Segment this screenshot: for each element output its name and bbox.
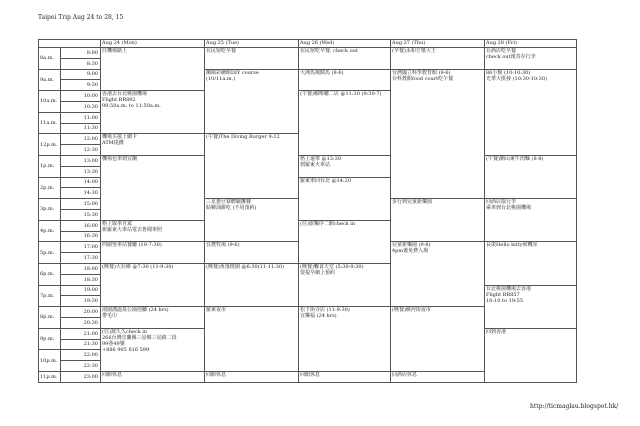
event-cell: [101, 155, 205, 220]
hour-label: 4p.m.: [39, 220, 61, 242]
slot-time: 17:00: [61, 242, 101, 253]
event-line: 往機場路上: [102, 48, 128, 54]
hour-label: 12p.m.: [39, 134, 61, 156]
event-cell: [299, 155, 391, 177]
footer-url: http://ticmaglau.blogspot.hk/: [530, 403, 619, 410]
slot-time: 14:30: [61, 188, 101, 199]
hour-label: 8p.m.: [39, 307, 61, 329]
event-line: 三星蔥仔寮體驗攤賽: [206, 199, 252, 206]
event-line: (午餐)The Diving Burger 9:12: [206, 134, 280, 141]
event-line: 宜農牧場 (9-6): [206, 242, 240, 249]
event-line: 台北桃園機場去香港: [486, 285, 532, 292]
slot-time: 22:30: [61, 361, 101, 372]
slot-time: 23:00: [61, 371, 101, 382]
day-header: Aug 28 (Fri): [485, 40, 577, 48]
event-cell: [299, 220, 391, 263]
event-cell: [101, 263, 205, 306]
page-title: Taipei Trip Aug 24 to 28, 15: [38, 14, 124, 21]
event-line: 在民宿吃早餐: [206, 48, 237, 54]
event-line: +886 905 816 599: [102, 346, 150, 353]
event-line: 羅東夜市: [206, 307, 227, 314]
event-cell: [391, 199, 485, 242]
corner-cell: [39, 40, 101, 48]
event-line: 要提早網上預約: [300, 269, 336, 276]
slot-time: 14:00: [61, 177, 101, 188]
slot-time: 13:30: [61, 166, 101, 177]
event-line: 蘭陽彩繪館DIY course: [206, 69, 259, 76]
slot-time: 9:00: [61, 69, 101, 80]
event-cell: [391, 371, 485, 382]
slot-time: 21:30: [61, 339, 101, 350]
event-cell: [391, 69, 485, 199]
hour-label: 9a.m.: [39, 69, 61, 91]
event-cell: [299, 69, 391, 91]
event-line: check out後寄存行李: [486, 54, 536, 60]
hour-label: 10a.m.: [39, 91, 61, 113]
event-cell: [485, 328, 577, 382]
event-line: 新羅東大車站電去魯聞車照: [102, 226, 163, 233]
event-line: 格上還車 @13:30: [300, 155, 341, 162]
event-line: 09:50a.m. to 11:50a.m.: [102, 103, 161, 110]
event-cell: [101, 134, 205, 156]
event-cell: [101, 371, 205, 382]
event-line: 回到香港: [486, 328, 507, 335]
event-cell: [205, 307, 299, 372]
event-cell: [205, 69, 299, 134]
slot-time: 13:00: [61, 155, 101, 166]
event-cell: [485, 285, 577, 328]
day-header: Aug 25 (Tue): [205, 40, 299, 48]
event-cell: [205, 371, 299, 382]
event-line: 大洲馬場騎馬 (8-6): [300, 69, 344, 76]
slot-time: 15:00: [61, 199, 101, 210]
schedule-table: [38, 39, 577, 383]
slot-time: 9:30: [61, 80, 101, 91]
event-line: 兒童新樂園 (9-8): [392, 242, 431, 249]
event-cell: [205, 263, 299, 306]
time-row: [39, 155, 577, 166]
hour-label: 1p.m.: [39, 155, 61, 177]
hour-label: 8a.m.: [39, 48, 61, 70]
event-line: 四圍堡車站餐廳 (10-7:30): [102, 242, 162, 249]
hour-label: 10p.m.: [39, 350, 61, 372]
event-cell: [299, 91, 391, 156]
event-line: 香港去台北桃園機場: [102, 91, 148, 98]
slot-time: 8:00: [61, 48, 101, 59]
event-line: 宜樂福 (24 hrs): [300, 313, 337, 320]
event-line: 18:10 to 19:55: [486, 297, 524, 304]
event-line: (午餐)劉山東牛肉麵 (8-8): [486, 155, 544, 162]
event-cell: [205, 199, 299, 242]
slot-time: 20:00: [61, 307, 101, 318]
day-header: Aug 24 (Mon): [101, 40, 205, 48]
event-cell: [205, 242, 299, 264]
day-header: Aug 27 (Thu): [391, 40, 485, 48]
event-line: (晚餐)饗食天堂 (5:30-9:30): [300, 263, 364, 270]
event-line: (早餐)永和豆漿大王: [392, 48, 436, 54]
event-line: 台科教館food court吃午餐: [392, 75, 454, 82]
event-line: 貼鄉油餅吃 (不用預約): [206, 205, 257, 212]
event-line: 松下街寺店 (11-9:30): [300, 307, 350, 314]
day-header: Aug 26 (Wed): [299, 40, 391, 48]
event-line: 回館休息: [102, 371, 123, 378]
event-cell: [485, 155, 577, 198]
event-cell: [485, 48, 577, 70]
event-line: (晚餐)大社維 @7:30 (11-9:30): [102, 263, 174, 270]
event-line: (住)旅樂序二館check in: [300, 220, 356, 227]
event-cell: [391, 307, 485, 372]
event-line: 99巷49號: [102, 340, 125, 347]
slot-time: 16:30: [61, 231, 101, 242]
hour-label: 3p.m.: [39, 199, 61, 221]
slot-time: 22:00: [61, 350, 101, 361]
event-cell: [101, 242, 205, 264]
event-line: 機場买接上網卡: [102, 134, 138, 141]
slot-time: 8:30: [61, 58, 101, 69]
event-line: 乘車到台北桃園機場: [486, 205, 532, 212]
event-cell: [205, 134, 299, 199]
slot-time: 17:30: [61, 253, 101, 264]
event-line: (午餐)咖啡廳二店 @11:30 (9:30-7): [300, 91, 382, 98]
event-line: 回館休息: [300, 371, 321, 378]
slot-time: 10:00: [61, 91, 101, 102]
event-line: 步行到兒童新樂園: [392, 199, 433, 206]
event-cell: [101, 307, 205, 329]
event-cell: [299, 48, 391, 70]
event-line: 湯圍溝溫泉公園泡腳 (24 hrs): [102, 307, 169, 314]
event-cell: [485, 199, 577, 242]
event-line: (晚餐)饒河街夜市: [392, 307, 431, 314]
event-line: Flight BR857: [486, 291, 520, 298]
event-cell: [101, 220, 205, 242]
hour-label: 5p.m.: [39, 242, 61, 264]
event-line: 回酒店休息: [392, 371, 418, 378]
event-cell: [299, 177, 391, 220]
event-line: 帶毛巾: [102, 313, 118, 320]
slot-time: 18:30: [61, 274, 101, 285]
event-line: (晚餐)角落燈圍 @6:30(11-11:30): [206, 263, 285, 270]
time-row: [39, 48, 577, 59]
hour-label: 9p.m.: [39, 328, 61, 350]
event-line: 到羅東火車站: [300, 161, 331, 168]
event-line: (10/11a.m.): [206, 75, 236, 82]
hour-label: 6p.m.: [39, 263, 61, 285]
slot-time: 12:00: [61, 134, 101, 145]
hour-label: 7p.m.: [39, 285, 61, 307]
event-cell: [485, 242, 577, 285]
hour-label: 2p.m.: [39, 177, 61, 199]
slot-time: 11:30: [61, 123, 101, 134]
event-line: 在民宿吃早餐, check out: [300, 48, 358, 54]
event-cell: [485, 69, 577, 155]
event-cell: [299, 263, 391, 306]
event-line: 4pm後免費入場: [392, 248, 429, 255]
event-line: 台灣國立科學教育館 (9-6): [392, 69, 451, 76]
event-cell: [205, 48, 299, 70]
event-line: Flight BR892: [102, 97, 136, 104]
event-line: 光華大批發 (10:30-10:30): [486, 75, 547, 82]
event-cell: [299, 307, 391, 372]
event-line: 機場包車到宜蘭: [102, 155, 138, 162]
event-cell: [391, 242, 485, 307]
event-line: 格上取車自駕: [102, 220, 133, 227]
event-line: ATM提錢: [102, 140, 124, 147]
event-cell: [299, 371, 391, 382]
slot-time: 19:00: [61, 285, 101, 296]
event-cell: [391, 48, 485, 70]
event-cell: [101, 91, 205, 134]
event-line: 長榮Hello kitty候機室: [486, 242, 538, 249]
event-line: 86小館 (10-10:30): [486, 69, 531, 76]
slot-time: 10:30: [61, 101, 101, 112]
slot-time: 15:30: [61, 209, 101, 220]
event-line: 回館休息: [206, 371, 227, 378]
slot-time: 12:30: [61, 145, 101, 156]
hour-label: 11a.m.: [39, 112, 61, 134]
slot-time: 20:30: [61, 317, 101, 328]
event-line: 回酒店取行李: [486, 199, 517, 206]
event-cell: [101, 48, 205, 91]
event-line: 在酒店吃早餐: [486, 48, 517, 54]
event-line: 羅東車回台北 @14:20: [300, 177, 351, 184]
event-line: (住)窩久久check in: [102, 328, 148, 335]
slot-time: 18:00: [61, 263, 101, 274]
event-cell: [101, 328, 205, 371]
slot-time: 16:00: [61, 220, 101, 231]
slot-time: 21:00: [61, 328, 101, 339]
event-line: 266台灣宜蘭縣三星鄉三星路二段: [102, 334, 177, 341]
hour-label: 11p.m.: [39, 371, 61, 382]
slot-time: 19:30: [61, 296, 101, 307]
slot-time: 11:00: [61, 112, 101, 123]
